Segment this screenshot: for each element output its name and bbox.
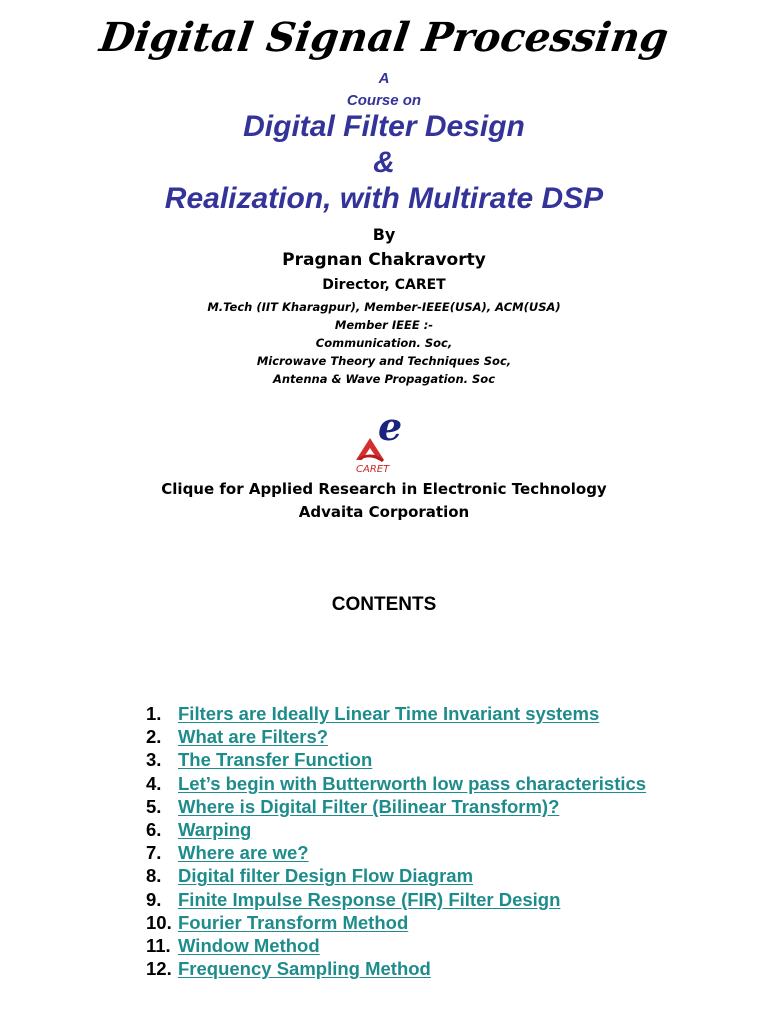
- toc-item: [146, 772, 646, 795]
- toc-number: 4.: [146, 772, 162, 794]
- toc-link[interactable]: Fourier Transform Method: [178, 911, 409, 933]
- toc-link[interactable]: Window Method: [178, 934, 320, 956]
- organization-line1: Clique for Applied Research in Electronic Technology: [161, 480, 607, 498]
- toc-link[interactable]: Warping: [178, 818, 252, 840]
- svg-text:CARET: CARET: [356, 464, 390, 475]
- toc-link[interactable]: Digital filter Design Flow Diagram: [178, 865, 474, 887]
- toc-link[interactable]: Where is Digital Filter (Bilinear Transform)?: [178, 795, 560, 817]
- toc-link[interactable]: Filters are Ideally Linear Time Invariant systems: [178, 703, 600, 724]
- caret-logo: [352, 410, 412, 476]
- toc-number: 9.: [146, 888, 162, 910]
- credential-line: Member IEEE :-: [334, 318, 434, 332]
- toc-link[interactable]: The Transfer Function: [178, 749, 373, 771]
- toc-link[interactable]: What are Filters?: [178, 726, 329, 748]
- toc-item: [146, 795, 646, 818]
- toc-item: [146, 911, 646, 934]
- toc-item: [146, 888, 646, 911]
- subtitle-course-on: Course on: [346, 92, 422, 109]
- subtitle-a: A: [378, 70, 390, 87]
- toc-link[interactable]: Let’s begin with Butterworth low pass characteristics: [178, 772, 647, 794]
- table-of-contents: [146, 702, 646, 980]
- course-title-ampersand: &: [373, 146, 395, 179]
- toc-item: [146, 725, 646, 748]
- contents-heading: CONTENTS: [331, 594, 437, 615]
- toc-number: 3.: [146, 749, 162, 771]
- toc-item: [146, 748, 646, 771]
- toc-link[interactable]: Finite Impulse Response (FIR) Filter Design: [178, 888, 561, 910]
- toc-number: 5.: [146, 795, 162, 817]
- caret-logo-icon: [352, 410, 412, 476]
- credential-line: Antenna & Wave Propagation. Soc: [272, 372, 496, 386]
- toc-number: 8.: [146, 865, 162, 887]
- credential-line: Microwave Theory and Techniques Soc,: [256, 354, 512, 368]
- credential-line: Communication. Soc,: [315, 336, 453, 350]
- credential-line: M.Tech (IIT Kharagpur), Member-IEEE(USA), ACM(USA): [207, 300, 561, 314]
- toc-item: [146, 957, 646, 980]
- toc-number: 2.: [146, 726, 162, 748]
- toc-number: 7.: [146, 842, 162, 864]
- toc-item: [146, 818, 646, 841]
- toc-link[interactable]: Where are we?: [178, 842, 309, 864]
- toc-item: [146, 841, 646, 864]
- toc-item: [146, 934, 646, 957]
- author-name: Pragnan Chakravorty: [282, 250, 486, 270]
- course-title-line1: Digital Filter Design: [243, 110, 525, 143]
- toc-item: [146, 864, 646, 887]
- toc-link[interactable]: Frequency Sampling Method: [178, 958, 431, 980]
- toc-item: [146, 702, 646, 725]
- toc-number: 6.: [146, 818, 162, 840]
- by-label: By: [372, 225, 396, 244]
- toc-number: 10.: [146, 911, 172, 933]
- toc-number: 1.: [146, 703, 162, 724]
- organization-line2: Advaita Corporation: [298, 503, 470, 521]
- toc-number: 12.: [146, 958, 172, 980]
- course-title-line2: Realization, with Multirate DSP: [164, 182, 604, 215]
- author-role: Director, CARET: [322, 277, 446, 293]
- toc-number: 11.: [146, 934, 171, 956]
- svg-text:e: e: [378, 410, 403, 449]
- document-title: Digital Signal Processing: [96, 14, 672, 61]
